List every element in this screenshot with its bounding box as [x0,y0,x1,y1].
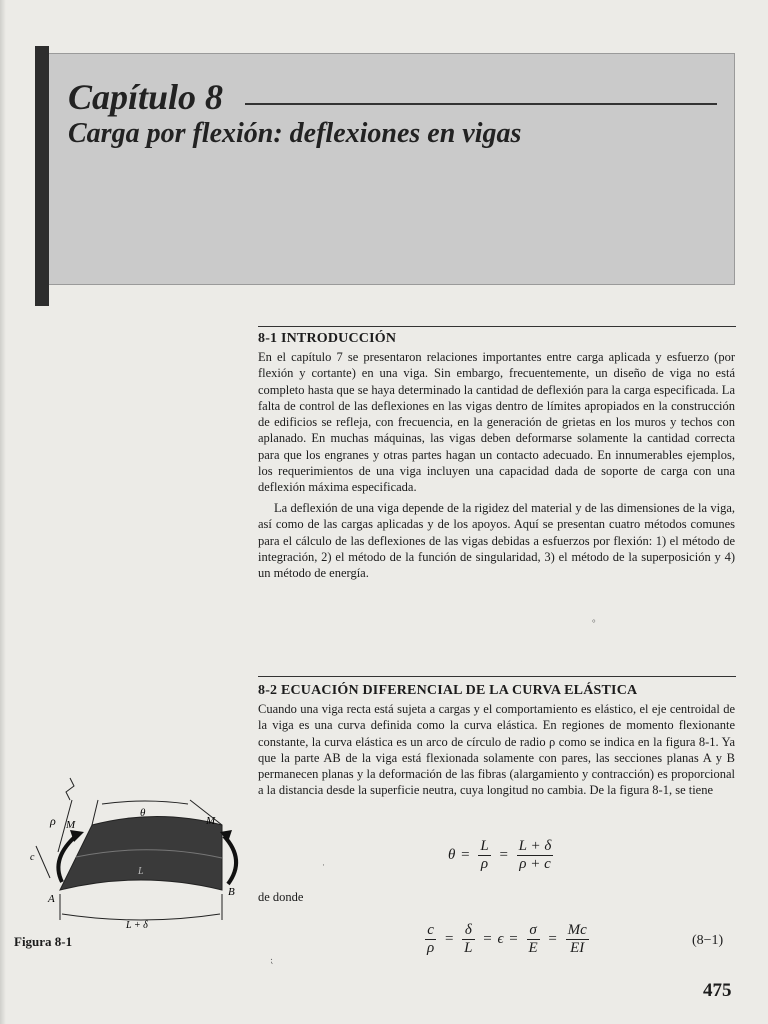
label-theta: θ [140,807,146,819]
connector-text: de donde [258,890,304,904]
paragraph [258,701,735,799]
label-c: c [30,852,35,863]
equation-theta: θ = $\frac{L}{\rho}$ = $\frac{L + \delta}{\rho + c}$ [448,838,552,872]
equation-number: (8−1) [692,933,724,948]
page-edge-shadow [0,0,6,1024]
chapter-number: Capítulo 8 [68,77,224,117]
label-L: L [138,866,144,877]
section-rule [258,676,736,677]
figure-caption: Figura 8-1 [14,934,73,949]
scan-speck: · [322,860,325,870]
paragraph-text: Cuando una viga recta está sujeta a cargas y el comportamiento es elástico, el eje centroidal de la viga es una curva definida como la curva elástica. En regiones de momento flexionante constante, la curva elástica es un arco de círculo de radio ρ como se indica en la figura 8-1. Ya que la parte AB de la viga está flexionada solamente con pares, las secciones planas A y B permanecen planas y la deformación de las fibras (alargamiento y contracción) es proporcional a la distancia desde la superficie neutra, cuya longitud no cambia. De la figura 8-1, se tiene [258,702,735,798]
chapter-title: Carga por flexión: deflexiones en vigas [68,118,522,149]
moment-arrow-right [224,836,236,884]
paragraph-text: La deflexión de una viga depende de la rigidez del material y de las dimensiones de la viga, así como de las cargas aplicadas y de los apoyos. Aquí se presentan cuatro métodos comunes para el cálculo de las deflexiones de las vigas debidas a esfuerzos por flexión: 1) el método de integración, 2) el método de la función de singularidad, 3) el método de la superposición y 4) un método de energía. [258,501,735,581]
figure-8-1-beam-diagram [10,770,255,935]
label-A: A [48,893,55,905]
theta-arrow [102,801,188,804]
label-moment-left: M [66,819,76,831]
label-moment-right: M [206,815,216,827]
fraction: $\frac{Mc}{EI}$ [567,922,587,956]
paragraph-text: En el capítulo 7 se presentaron relaciones importantes entre carga aplicada y esfuerzo (por flexión y cortante) en una viga. Sin embargo, frecuentemente, un diseño de viga no está completo hasta que se haya determinado la cantidad de deflexión para la carga especificada. La falta de control de las deflexiones en las vigas dentro de límites apropiados en la construcción de edificios se refleja, con frecuencia, en la generación de grietas en los muros y techos con aplanado. En muchas máquinas, las vigas deben deformarse solamente la cantidad correcta para que los engranes y otras partes hagan un contacto adecuado. En innumerables ejemplos, los requerimientos de una viga incluyen una capacidad dada de soporte de carga con una deflexión máxima especificada. [258,350,735,495]
fraction: $\frac{L}{\rho}$ [480,838,489,872]
label-B: B [228,886,235,898]
eq-symbol: θ [448,846,456,863]
scan-speck: ° [592,618,596,628]
fraction: $\frac{L + \delta}{\rho + c}$ [518,838,552,872]
fraction: $\frac{c}{\rho}$ [427,922,435,956]
page-number: 475 [703,980,732,1001]
chapter-title-rule [245,103,717,105]
label-rho: ρ [50,814,56,828]
section-heading-ecuacion-diferencial: 8-2 ECUACIÓN DIFERENCIAL DE LA CURVA ELÁSTICA [258,683,638,698]
paragraph [258,349,735,496]
radius-break [66,778,74,800]
banner-side-bar [35,46,49,306]
fraction: $\frac{\delta}{L}$ [464,922,473,956]
eq-symbol: ϵ [497,930,504,947]
paragraph [258,500,735,581]
label-L-plus-delta: L + δ [126,920,148,931]
section-rule [258,326,736,327]
theta-line-left [92,800,98,825]
fraction: $\frac{\sigma}{E}$ [528,922,538,956]
c-dimension [36,846,50,878]
equation-8-1: $\frac{c}{\rho}$ = $\frac{\delta}{L}$ = ϵ = $\frac{\sigma}{E}$ = $\frac{Mc}{EI}$ [427,922,587,956]
scan-speck: ⁏ [270,955,274,965]
section-heading-introduccion: 8-1 INTRODUCCIÓN [258,331,397,346]
